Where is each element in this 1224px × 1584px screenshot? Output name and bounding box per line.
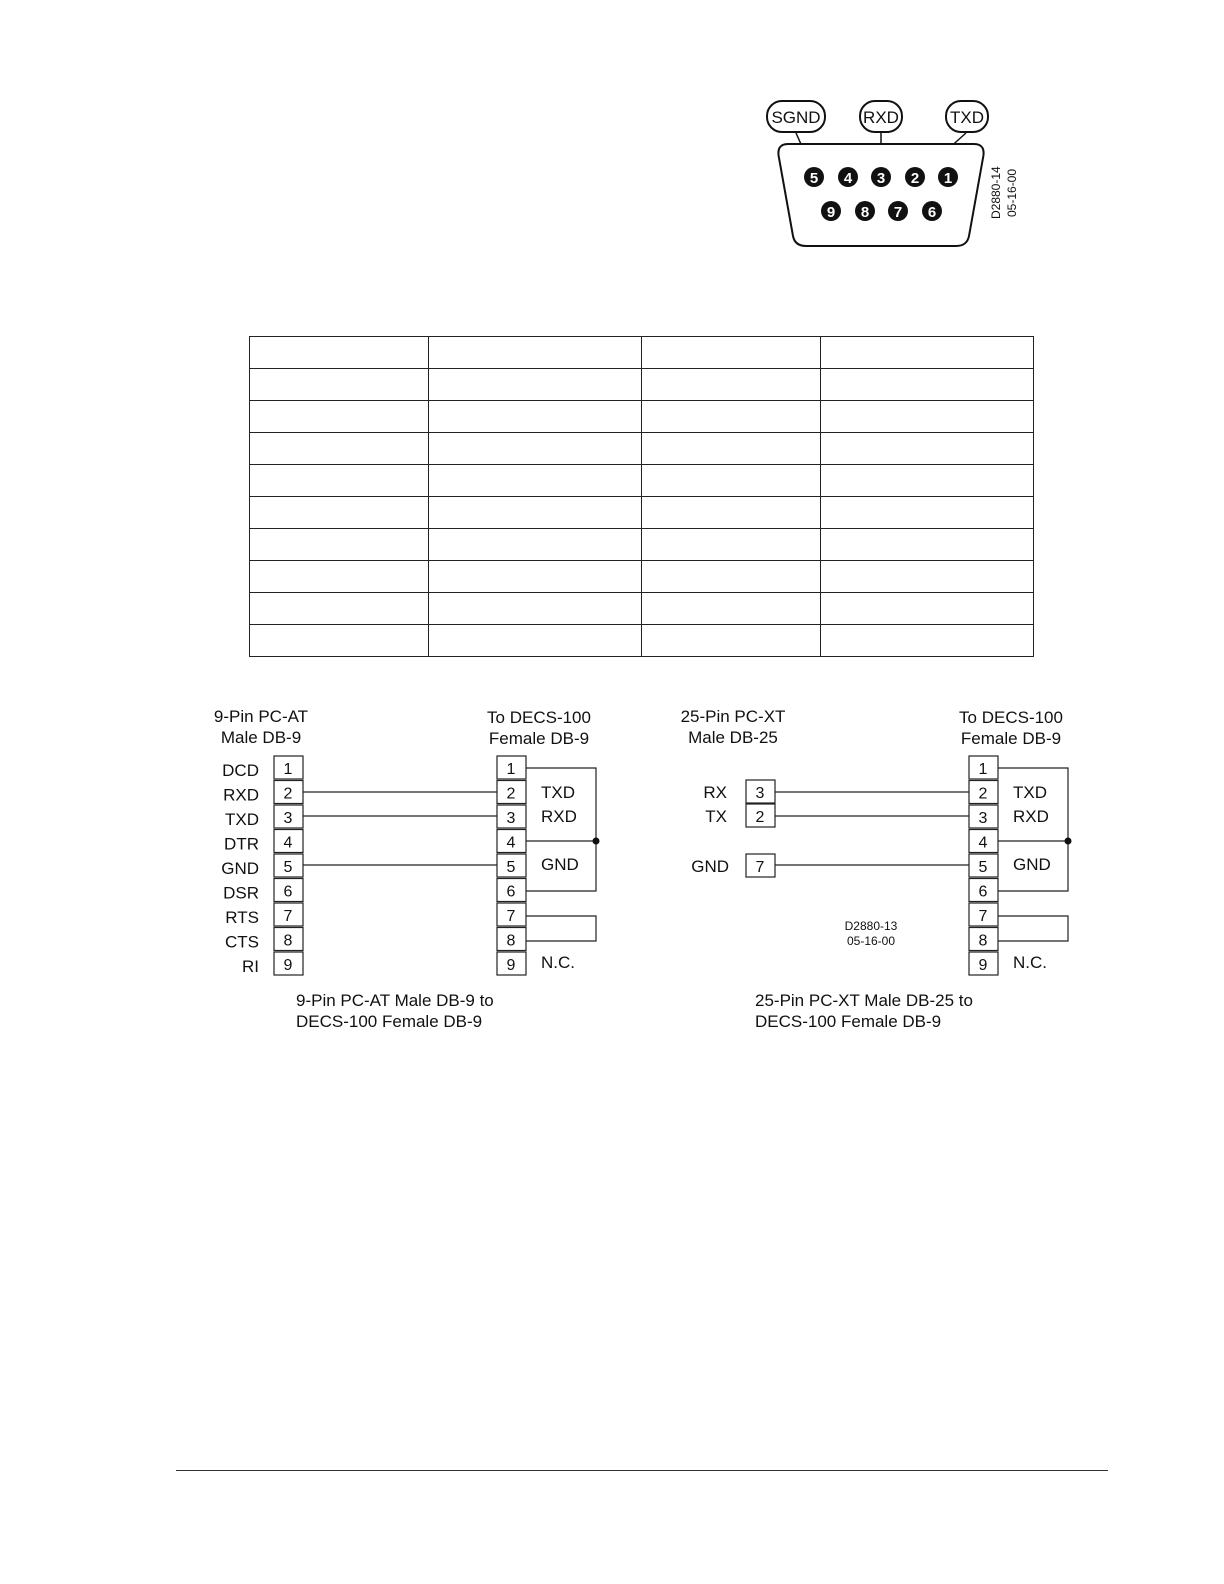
left-source-title-1: 9-Pin PC-AT — [213, 707, 309, 726]
svg-text:3: 3 — [978, 810, 988, 827]
table-cell — [429, 337, 642, 369]
left-wiring-diagram — [214, 707, 600, 1031]
right-source-pin-rx — [703, 780, 775, 803]
left-source-pins — [221, 756, 303, 976]
pin-8 — [855, 201, 875, 221]
table-row — [250, 433, 1034, 465]
left-source-pin-5 — [221, 854, 303, 878]
right-dest-pin-4 — [969, 830, 998, 853]
svg-text:5: 5 — [506, 859, 516, 876]
right-source-title-1: 25-Pin PC-XT — [680, 707, 786, 726]
right-dest-junction — [1065, 838, 1072, 845]
pin-9 — [821, 201, 841, 221]
pin-2 — [905, 167, 925, 187]
left-caption-2: DECS-100 Female DB-9 — [296, 1012, 483, 1031]
svg-text:3: 3 — [876, 170, 886, 187]
right-dest-rxd: RXD — [1013, 807, 1049, 826]
pin-3 — [871, 167, 891, 187]
svg-text:7: 7 — [978, 908, 988, 925]
left-source-pin-9 — [242, 952, 303, 976]
right-dest-pins — [969, 756, 998, 975]
left-dest-title-1: To DECS-100 — [487, 708, 591, 727]
footer-rule — [176, 1470, 1108, 1471]
left-source-pin-4 — [224, 830, 303, 854]
left-dest-pin-1 — [497, 756, 526, 779]
svg-text:7: 7 — [893, 204, 903, 221]
left-dest-pin-7 — [497, 903, 526, 926]
left-source-signal-label: DCD — [222, 761, 259, 780]
svg-text:5: 5 — [809, 170, 819, 187]
table-cell — [642, 465, 821, 497]
table-cell — [642, 561, 821, 593]
right-dest-title-1: To DECS-100 — [959, 708, 1063, 727]
left-dest-gnd: GND — [541, 855, 579, 874]
svg-text:6: 6 — [978, 883, 988, 901]
svg-text:5: 5 — [283, 859, 293, 876]
table-cell — [821, 593, 1034, 625]
left-source-pin-2 — [223, 781, 303, 805]
right-drawing-id: D2880-13 — [844, 919, 898, 933]
table-cell — [642, 529, 821, 561]
connector-drawing-id: D2880-14 — [989, 166, 1003, 219]
left-dest-title-2: Female DB-9 — [488, 729, 590, 748]
pin-1 — [938, 167, 958, 187]
right-source-pin-gnd — [691, 854, 775, 877]
left-dest-pin-3 — [497, 805, 526, 828]
left-dest-junction — [593, 838, 600, 845]
table-cell — [250, 529, 429, 561]
table-cell — [429, 593, 642, 625]
right-caption-2: DECS-100 Female DB-9 — [755, 1012, 942, 1031]
svg-text:2: 2 — [506, 785, 516, 803]
table-cell — [642, 433, 821, 465]
left-source-signal-label: GND — [221, 859, 259, 878]
left-dest-pin-5 — [497, 854, 526, 877]
left-source-pin-6 — [223, 879, 303, 903]
right-dest-pin-7 — [969, 903, 998, 926]
right-source-pin-tx — [705, 804, 775, 827]
table-cell — [250, 433, 429, 465]
left-dest-pin-2 — [497, 781, 526, 804]
table-cell — [250, 593, 429, 625]
svg-text:9: 9 — [506, 957, 516, 974]
svg-text:8: 8 — [506, 932, 516, 950]
svg-text:7: 7 — [283, 908, 293, 925]
table-cell — [429, 465, 642, 497]
table-row — [250, 593, 1034, 625]
table-row — [250, 369, 1034, 401]
svg-text:8: 8 — [860, 204, 870, 221]
table-row — [250, 337, 1034, 369]
table-cell — [821, 529, 1034, 561]
svg-text:2: 2 — [755, 809, 765, 826]
svg-text:9: 9 — [283, 957, 293, 974]
svg-text:8: 8 — [978, 932, 988, 950]
svg-text:3: 3 — [283, 810, 293, 827]
svg-text:9: 9 — [826, 204, 836, 221]
connector-drawing-date: 05-16-00 — [1005, 168, 1019, 217]
table-cell — [821, 433, 1034, 465]
pin-7 — [888, 201, 908, 221]
pin-4 — [838, 167, 858, 187]
left-dest-rxd: RXD — [541, 807, 577, 826]
left-source-signal-label: CTS — [225, 932, 259, 952]
svg-text:9: 9 — [978, 957, 988, 974]
table-cell — [642, 593, 821, 625]
right-drawing-date: 05-16-00 — [846, 934, 896, 948]
svg-text:6: 6 — [506, 883, 516, 901]
table-cell — [429, 625, 642, 657]
left-dest-pin-9 — [497, 952, 526, 975]
table-cell — [429, 369, 642, 401]
table-row — [250, 401, 1034, 433]
table-cell — [429, 433, 642, 465]
left-caption-1: 9-Pin PC-AT Male DB-9 to — [296, 991, 494, 1010]
svg-text:1: 1 — [283, 761, 293, 778]
right-dest-pin-9 — [969, 952, 998, 975]
right-dest-pin-5 — [969, 854, 998, 877]
pin-6 — [922, 201, 942, 221]
svg-text:1: 1 — [506, 761, 516, 778]
right-source-title-2: Male DB-25 — [688, 728, 778, 747]
svg-text:1: 1 — [943, 170, 953, 187]
svg-text:RX: RX — [703, 783, 727, 802]
table-cell — [821, 465, 1034, 497]
right-dest-gnd: GND — [1013, 855, 1051, 874]
table-cell — [250, 561, 429, 593]
right-wiring-diagram — [681, 707, 1072, 1031]
left-dest-nc: N.C. — [541, 953, 575, 972]
left-source-signal-label: RTS — [225, 908, 259, 927]
table-row — [250, 497, 1034, 529]
right-dest-pin-8 — [969, 928, 998, 951]
svg-text:4: 4 — [978, 834, 988, 852]
right-dest-78-loop — [998, 916, 1068, 941]
table-cell — [642, 625, 821, 657]
table-cell — [821, 337, 1034, 369]
svg-text:7: 7 — [755, 859, 765, 876]
left-source-pin-8 — [225, 928, 303, 952]
svg-text:4: 4 — [843, 170, 853, 187]
sgnd-label: SGND — [771, 108, 821, 127]
right-dest-txd: TXD — [1013, 783, 1047, 802]
table-cell — [642, 369, 821, 401]
table-cell — [821, 497, 1034, 529]
svg-text:4: 4 — [506, 834, 516, 852]
db9-connector-figure — [0, 0, 1224, 300]
table-cell — [821, 561, 1034, 593]
table-cell — [429, 529, 642, 561]
table-cell — [821, 369, 1034, 401]
right-dest-nc: N.C. — [1013, 953, 1047, 972]
pin-assignment-table — [249, 336, 1034, 657]
svg-text:2: 2 — [283, 785, 293, 803]
table-cell — [821, 625, 1034, 657]
left-dest-pins — [497, 756, 526, 975]
table-row — [250, 561, 1034, 593]
table-cell — [642, 497, 821, 529]
svg-text:2: 2 — [910, 170, 920, 187]
table-cell — [429, 561, 642, 593]
connector-shell — [778, 144, 983, 246]
pin-5 — [804, 167, 824, 187]
table-cell — [250, 337, 429, 369]
left-source-signal-label: DTR — [224, 834, 259, 854]
table-row — [250, 529, 1034, 561]
svg-text:4: 4 — [283, 834, 293, 852]
svg-text:3: 3 — [506, 810, 516, 827]
table-cell — [429, 401, 642, 433]
svg-text:3: 3 — [755, 785, 765, 802]
right-dest-pin-3 — [969, 805, 998, 828]
left-dest-pin-4 — [497, 830, 526, 853]
table-cell — [642, 337, 821, 369]
svg-text:8: 8 — [283, 932, 293, 950]
svg-text:2: 2 — [978, 785, 988, 803]
svg-text:6: 6 — [283, 883, 293, 901]
table-cell — [250, 625, 429, 657]
right-caption-1: 25-Pin PC-XT Male DB-25 to — [755, 991, 973, 1010]
left-source-signal-label: RXD — [223, 785, 259, 805]
table-cell — [821, 401, 1034, 433]
left-dest-78-loop — [526, 916, 596, 941]
svg-text:5: 5 — [978, 859, 988, 876]
table-row — [250, 465, 1034, 497]
svg-text:TX: TX — [705, 807, 727, 826]
table-cell — [250, 497, 429, 529]
left-source-signal-label: DSR — [223, 883, 259, 903]
table-cell — [642, 401, 821, 433]
table-cell — [250, 369, 429, 401]
right-dest-title-2: Female DB-9 — [960, 729, 1062, 748]
svg-text:6: 6 — [927, 204, 937, 221]
svg-text:1: 1 — [978, 761, 988, 778]
left-source-signal-label: RI — [242, 957, 259, 976]
left-source-pin-3 — [225, 805, 303, 829]
right-dest-pin-2 — [969, 781, 998, 804]
table-cell — [429, 497, 642, 529]
left-source-pin-7 — [225, 903, 303, 927]
table-row — [250, 625, 1034, 657]
rxd-label: RXD — [863, 108, 899, 127]
left-source-signal-label: TXD — [225, 810, 259, 829]
svg-text:GND: GND — [691, 857, 729, 876]
svg-text:7: 7 — [506, 908, 516, 925]
right-dest-pin-1 — [969, 756, 998, 779]
left-source-pin-1 — [222, 756, 303, 780]
left-dest-pin-6 — [497, 879, 526, 902]
left-source-title-2: Male DB-9 — [220, 728, 302, 747]
table-cell — [250, 465, 429, 497]
wiring-diagrams — [0, 690, 1224, 1050]
table-cell — [250, 401, 429, 433]
left-dest-txd: TXD — [541, 783, 575, 802]
txd-label: TXD — [950, 108, 984, 127]
left-dest-pin-8 — [497, 928, 526, 951]
right-dest-pin-6 — [969, 879, 998, 902]
